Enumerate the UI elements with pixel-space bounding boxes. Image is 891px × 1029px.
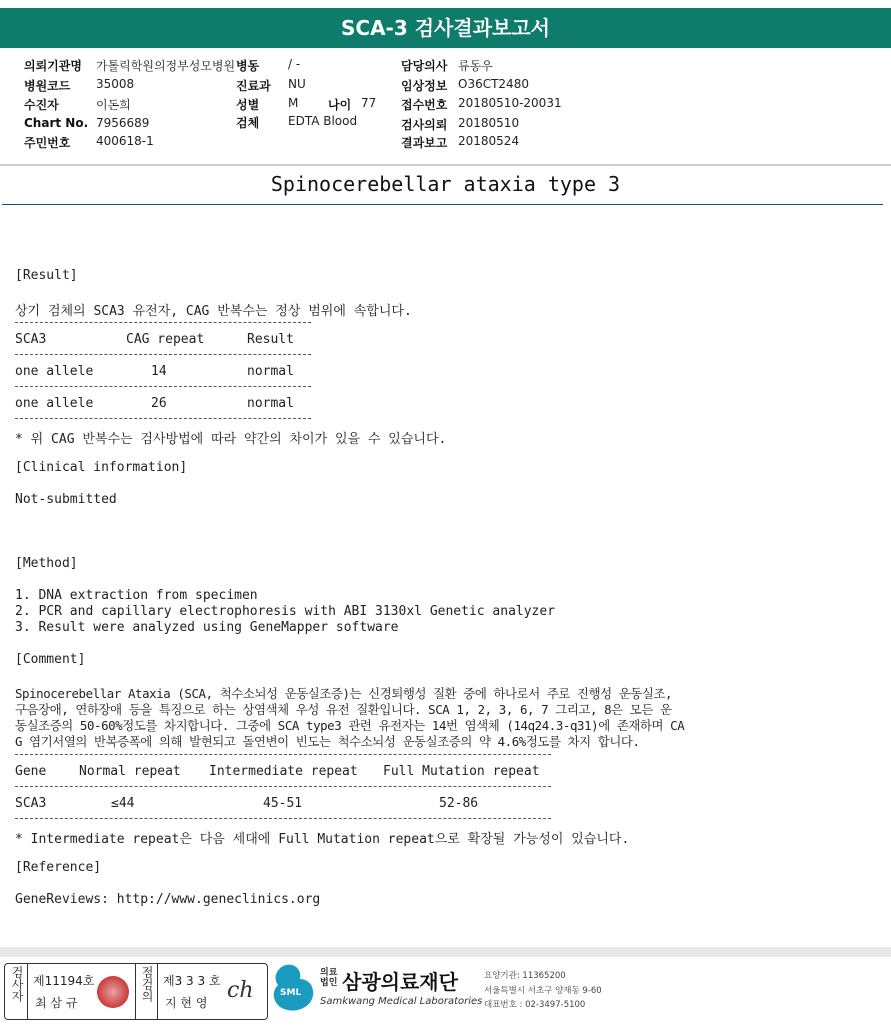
gene-row-full-mutation: 52-86 xyxy=(439,796,479,811)
org-phone: 대표번호 : 02-3497-5100 xyxy=(484,1000,586,1010)
gene-header-full-mutation: Full Mutation repeat xyxy=(383,764,540,779)
info-divider xyxy=(0,164,891,166)
seal-stamp-icon xyxy=(97,976,129,1008)
cell-divider xyxy=(27,964,28,1019)
doctor-label: 담당의사 xyxy=(401,59,448,73)
ward-label: 병동 xyxy=(236,59,260,73)
title-underline xyxy=(2,204,883,205)
cell-divider xyxy=(135,964,136,1019)
table-divider xyxy=(15,786,551,787)
comment-line: 구음장애, 연하장애 등을 특징으로 하는 상염색체 우성 유전 질환입니다. SCA 1, 2, 3, 6, 7 그리고, 8은 모든 운 xyxy=(15,702,672,717)
gene-header-intermediate: Intermediate repeat xyxy=(209,764,358,779)
checker-label: 점검의 xyxy=(140,966,154,1002)
age-value: 77 xyxy=(361,96,377,110)
table-divider xyxy=(15,386,311,387)
gene-note: * Intermediate repeat은 다음 세대에 Full Mutation repeat으로 확장될 가능성이 있습니다. xyxy=(15,832,630,847)
request-date-label: 검사의뢰 xyxy=(401,118,448,132)
org-code: 요양기관: 11365200 xyxy=(484,971,566,981)
org-prefix-line: 의료 xyxy=(320,968,338,978)
table-divider xyxy=(15,754,551,755)
sex-label: 성별 xyxy=(236,98,260,112)
gene-row-intermediate: 45-51 xyxy=(263,796,303,811)
result-row-allele: one allele xyxy=(15,396,94,411)
institution-label: 의뢰기관명 xyxy=(24,59,82,73)
result-row-status: normal xyxy=(247,396,294,411)
test-title: Spinocerebellar ataxia type 3 xyxy=(270,172,621,196)
clinical-heading: [Clinical information] xyxy=(15,460,188,475)
reference-link[interactable]: GeneReviews: http://www.geneclinics.org xyxy=(15,892,321,907)
signature-box xyxy=(4,963,268,1020)
clinical-text: Not-submitted xyxy=(15,492,117,507)
doctor-value: 류동우 xyxy=(458,59,493,73)
method-item: 1. DNA extraction from specimen xyxy=(15,588,258,603)
result-header-result: Result xyxy=(247,332,294,347)
chart-no-label: Chart No. xyxy=(24,116,89,130)
hospital-code-label: 병원코드 xyxy=(24,79,71,93)
reference-heading: [Reference] xyxy=(15,860,102,875)
method-item: 3. Result were analyzed using GeneMapper software xyxy=(15,620,399,635)
tester-label: 검사자 xyxy=(10,966,24,1002)
sex-value: M xyxy=(288,96,299,110)
specimen-value: EDTA Blood xyxy=(288,114,358,128)
org-prefix-line: 법인 xyxy=(320,978,338,988)
hospital-code-value: 35008 xyxy=(96,77,135,91)
dept-value: NU xyxy=(288,77,306,91)
cell-divider xyxy=(157,964,158,1019)
comment-line: G 염기서열의 반복증폭에 의해 발현되고 돌연변이 빈도는 척수소뇌성 운동실조증의 약 4.6%정도를 차지 합니다. xyxy=(15,734,640,749)
method-item: 2. PCR and capillary electrophoresis with ABI 3130xl Genetic analyzer xyxy=(15,604,556,619)
rrn-value: 400618-1 xyxy=(96,134,154,148)
result-note: * 위 CAG 반복수는 검사방법에 따라 약간의 차이가 있을 수 있습니다. xyxy=(15,432,447,447)
org-prefix xyxy=(320,968,337,988)
dept-label: 진료과 xyxy=(236,79,271,93)
tester-name: 최 삼 규 xyxy=(35,996,78,1010)
table-divider xyxy=(15,354,311,355)
specimen-label: 검체 xyxy=(236,116,260,130)
table-divider xyxy=(15,322,311,323)
receipt-value: 20180510-20031 xyxy=(458,96,562,110)
result-row-status: normal xyxy=(247,364,294,379)
report-date-value: 20180524 xyxy=(458,134,520,148)
gene-header-normal: Normal repeat xyxy=(79,764,181,779)
org-address: 서울특별시 서초구 양재동 9-60 xyxy=(484,986,602,996)
receipt-label: 접수번호 xyxy=(401,98,448,112)
result-header-cag: CAG repeat xyxy=(126,332,205,347)
ward-value: / - xyxy=(288,57,301,71)
tester-license: 제11194호 xyxy=(33,974,95,988)
logo-text: SML xyxy=(280,988,302,998)
report-title-banner: SCA-3 검사결과보고서 xyxy=(0,8,891,48)
gene-row-normal: ≤44 xyxy=(111,796,135,811)
comment-heading: [Comment] xyxy=(15,652,86,667)
patient-value: 이돈희 xyxy=(96,98,131,112)
clinical-info-label: 임상정보 xyxy=(401,79,448,93)
method-heading: [Method] xyxy=(15,556,78,571)
result-row-repeat: 14 xyxy=(151,364,167,379)
institution-value: 가톨릭학원의정부성모병원 xyxy=(96,59,236,73)
table-divider xyxy=(15,818,551,819)
gene-row-gene: SCA3 xyxy=(15,796,47,811)
report-date-label: 결과보고 xyxy=(401,136,448,150)
clinical-info-value: O36CT2480 xyxy=(458,77,529,91)
table-divider xyxy=(15,418,311,419)
checker-license: 제3 3 3 호 xyxy=(163,974,221,988)
age-label: 나이 xyxy=(328,98,352,112)
comment-line: 동실조증의 50-60%정도를 차지합니다. 그중에 SCA type3 관련 유전자는 14번 염색체 (14q24.3-q31)에 존재하며 CA xyxy=(15,718,685,733)
org-name: 삼광의료재단 xyxy=(342,970,458,994)
chart-no-value: 7956689 xyxy=(96,116,150,130)
patient-info-panel xyxy=(0,52,891,162)
checker-name: 지 현 영 xyxy=(165,996,208,1010)
result-header-gene: SCA3 xyxy=(15,332,47,347)
request-date-value: 20180510 xyxy=(458,116,520,130)
comment-line: Spinocerebellar Ataxia (SCA, 척수소뇌성 운동실조증)는 신경퇴행성 질환 중에 하나로서 주로 진행성 운동실조, xyxy=(15,686,673,701)
gene-header-gene: Gene xyxy=(15,764,47,779)
patient-label: 수진자 xyxy=(24,98,59,112)
footer-band xyxy=(0,947,891,957)
org-english-name: Samkwang Medical Laboratories xyxy=(320,996,483,1007)
result-row-allele: one allele xyxy=(15,364,94,379)
rrn-label: 주민번호 xyxy=(24,136,71,150)
handwritten-signature: ch xyxy=(227,978,254,1003)
result-heading: [Result] xyxy=(15,268,78,283)
result-row-repeat: 26 xyxy=(151,396,167,411)
result-text: 상기 검체의 SCA3 유전자, CAG 반복수는 정상 범위에 속합니다. xyxy=(15,304,412,319)
